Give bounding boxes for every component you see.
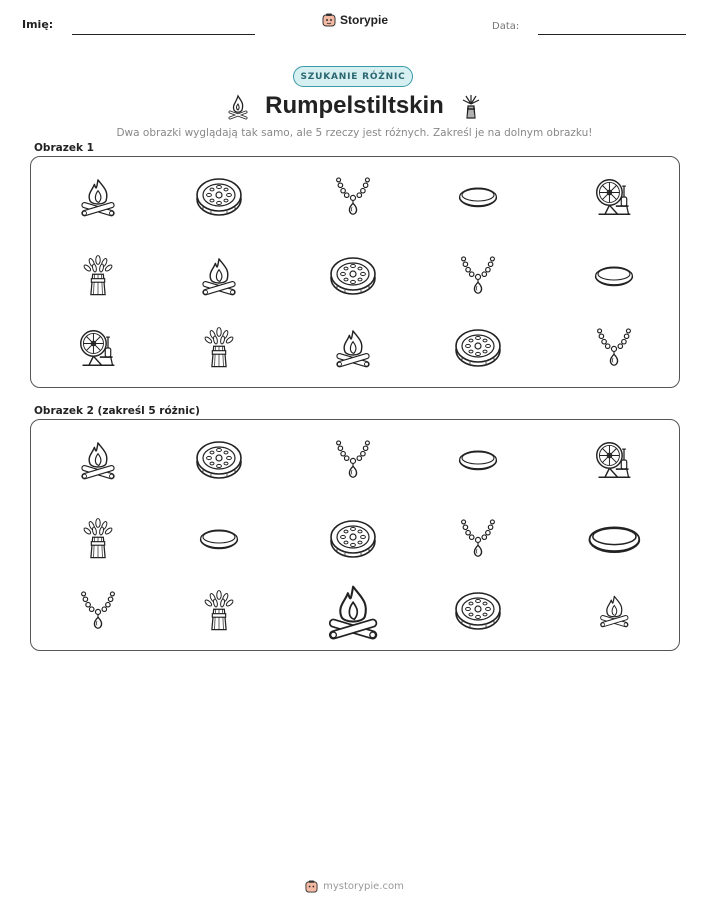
footer-url: mystorypie.com xyxy=(323,881,404,892)
campfire-icon xyxy=(327,581,379,642)
straw-bundle-icon xyxy=(203,589,235,633)
picture-1-panel xyxy=(30,156,680,388)
date-label: Data: xyxy=(492,21,520,32)
campfire-icon xyxy=(80,176,116,218)
gold-coin-icon xyxy=(329,256,377,296)
name-label: Imię: xyxy=(22,18,54,31)
straw-bundle-icon xyxy=(203,326,235,370)
ring-icon xyxy=(582,523,647,555)
picture-2-label: Obrazek 2 (zakreśl 5 różnic) xyxy=(34,405,200,417)
straw-bundle-icon xyxy=(82,254,114,298)
date-line xyxy=(538,34,686,35)
gold-coin-icon xyxy=(195,440,243,480)
straw-bundle-icon xyxy=(460,92,482,120)
spinning-wheel-icon xyxy=(594,440,634,480)
necklace-icon xyxy=(335,438,371,482)
necklace-icon xyxy=(460,517,496,561)
gold-coin-icon xyxy=(454,591,502,631)
storypie-logo-icon xyxy=(305,880,318,893)
necklace-icon xyxy=(80,589,116,633)
gold-coin-icon xyxy=(195,177,243,217)
campfire-icon xyxy=(335,327,371,369)
ring-icon xyxy=(590,264,638,288)
brand-name: Storypie xyxy=(340,13,389,27)
title-row xyxy=(0,92,709,120)
page-title: Rumpelstiltskin xyxy=(265,92,444,119)
footer xyxy=(0,880,709,893)
straw-bundle-icon xyxy=(82,517,114,561)
campfire-icon xyxy=(80,439,116,481)
campfire-icon xyxy=(201,255,237,297)
gold-coin-icon xyxy=(454,328,502,368)
storypie-logo-icon xyxy=(322,13,336,27)
activity-badge: SZUKANIE RÓŻNIC xyxy=(293,66,413,87)
brand xyxy=(322,13,388,27)
necklace-icon xyxy=(335,175,371,219)
picture-1-label: Obrazek 1 xyxy=(34,142,94,154)
spinning-wheel-icon xyxy=(78,328,118,368)
ring-icon xyxy=(454,185,502,209)
instructions: Dwa obrazki wyglądają tak samo, ale 5 rzeczy jest różnych. Zakreśl je na dolnym obrazku! xyxy=(116,127,593,139)
gold-coin-icon xyxy=(329,519,377,559)
name-line xyxy=(72,34,255,35)
ring-icon xyxy=(454,448,502,472)
ring-icon xyxy=(195,527,243,551)
necklace-icon xyxy=(460,254,496,298)
campfire-icon xyxy=(227,92,249,120)
picture-2-panel xyxy=(30,419,680,651)
spinning-wheel-icon xyxy=(594,177,634,217)
necklace-icon xyxy=(596,326,632,370)
campfire-icon xyxy=(599,593,630,629)
